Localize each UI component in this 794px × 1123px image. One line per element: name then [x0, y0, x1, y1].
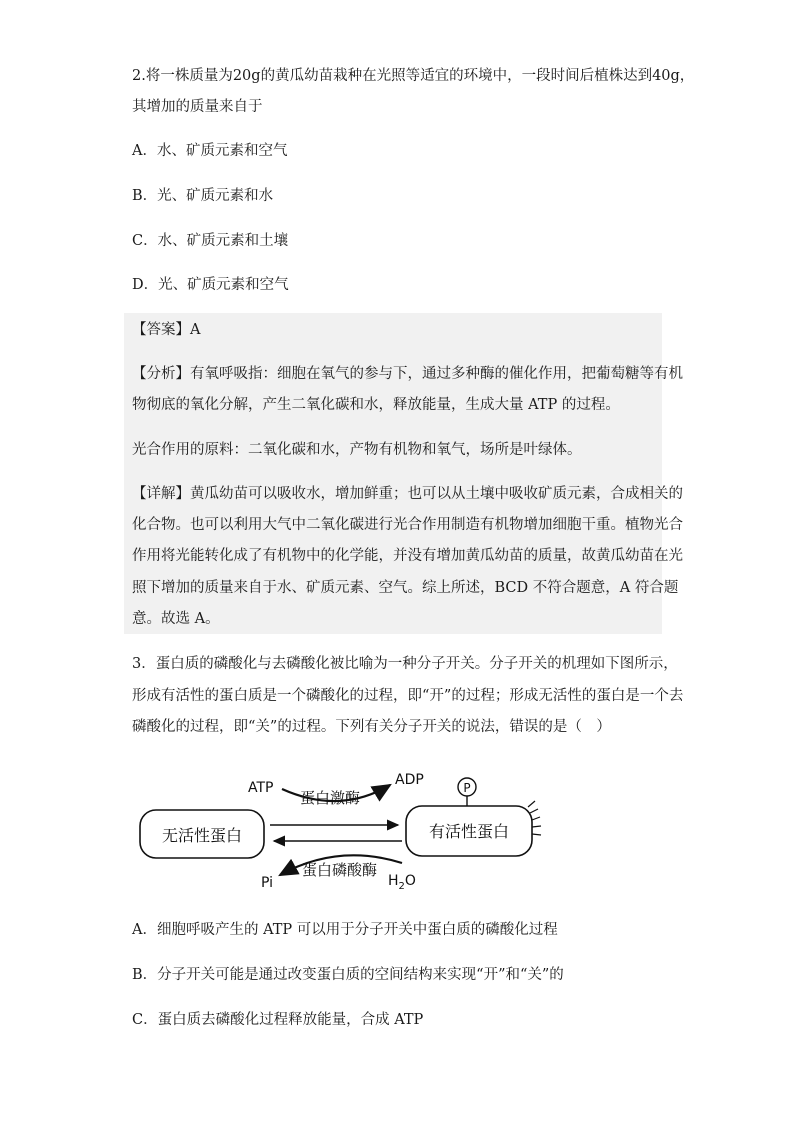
q3-stem-line1: 3．蛋白质的磷酸化与去磷酸化被比喻为一种分子开关。分子开关的机理如下图所示， [132, 656, 678, 672]
active-protein-label: 有活性蛋白 [428, 822, 510, 841]
xiangjie-line3: 作用将光能转化成了有机物中的化学能，并没有增加黄瓜幼苗的质量，故黄瓜幼苗在光 [132, 548, 683, 564]
q2-stem-line2: 其增加的质量来自于 [132, 99, 263, 115]
pi-label: Pi [261, 875, 274, 891]
photosynthesis-line: 光合作用的原料：二氧化碳和水，产物有机物和氧气，场所是叶绿体。 [132, 442, 582, 458]
q2-option-a: A．水、矿质元素和空气 [132, 143, 288, 159]
kinase-label: 蛋白激酶 [300, 789, 361, 807]
adp-label: ADP [395, 772, 424, 788]
h2o-label: $H_2O$ [388, 873, 416, 892]
fenxi-line1: 【分析】有氧呼吸指：细胞在氧气的参与下，通过多种酶的催化作用，把葡萄糖等有机 [132, 366, 683, 382]
q2-option-b: B．光、矿质元素和水 [132, 188, 274, 204]
molecular-switch-diagram [130, 765, 560, 895]
active-protein-spikes [528, 801, 541, 835]
q2-stem-line1: 2.将一株质量为20g的黄瓜幼苗栽种在光照等适宜的环境中，一段时间后植株达到40g， [132, 68, 695, 84]
xiangjie-line4: 照下增加的质量来自于水、矿质元素、空气。综上所述，BCD 不符合题意，A 符合题 [132, 580, 679, 596]
phosphatase-label: 蛋白磷酸酶 [302, 861, 378, 879]
q2-option-d: D．光、矿质元素和空气 [132, 277, 289, 293]
xiangjie-line1: 【详解】黄瓜幼苗可以吸收水，增加鲜重；也可以从土壤中吸收矿质元素，合成相关的 [132, 486, 683, 502]
q3-option-b: B．分子开关可能是通过改变蛋白质的空间结构来实现“开”和“关”的 [132, 967, 564, 983]
xiangjie-line2: 化合物。也可以利用大气中二氧化碳进行光合作用制造有机物增加细胞干重。植物光合 [132, 517, 683, 533]
q3-option-a: A．细胞呼吸产生的 ATP 可以用于分子开关中蛋白质的磷酸化过程 [132, 922, 558, 938]
q3-option-c: C．蛋白质去磷酸化过程释放能量，合成 ATP [132, 1012, 424, 1028]
q2-option-c: C．水、矿质元素和土壤 [132, 233, 289, 249]
atp-label: ATP [248, 780, 274, 796]
q3-stem-line3: 磷酸化的过程，即“关”的过程。下列有关分子开关的说法，错误的是（ ） [132, 719, 611, 735]
phosphate-label: P [463, 781, 471, 795]
xiangjie-line5: 意。故选 A。 [132, 611, 220, 627]
inactive-protein-label: 无活性蛋白 [161, 826, 243, 845]
fenxi-line2: 物彻底的氧化分解，产生二氧化碳和水，释放能量，生成大量 ATP 的过程。 [132, 397, 620, 413]
answer-line: 【答案】A [132, 322, 201, 338]
q3-stem-line2: 形成有活性的蛋白质是一个磷酸化的过程，即“开”的过程；形成无活性的蛋白是一个去 [132, 688, 684, 704]
